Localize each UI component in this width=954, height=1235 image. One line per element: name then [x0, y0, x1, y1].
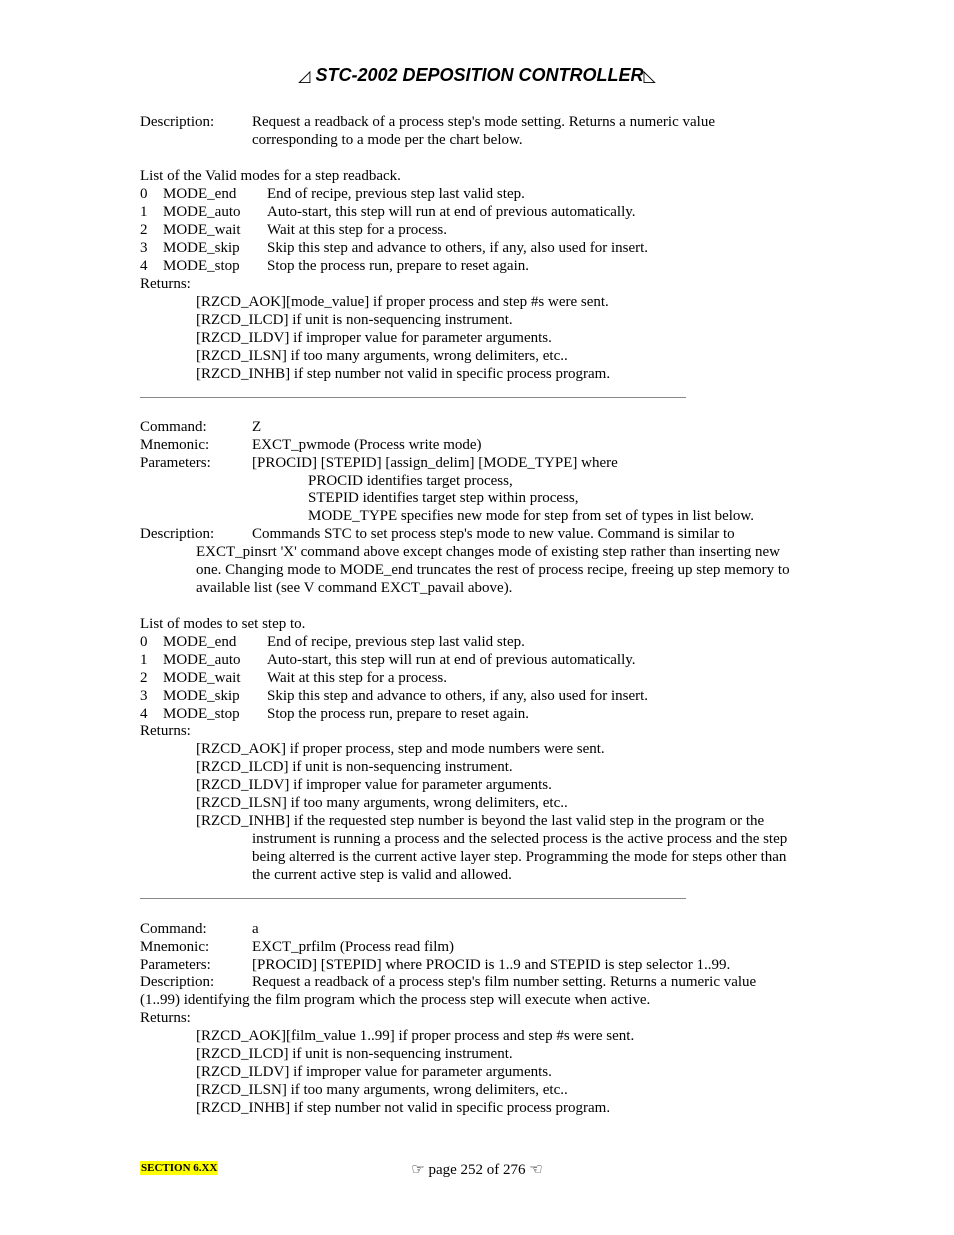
description-label: Description:: [140, 974, 215, 990]
pointing-left-hand-icon: ☜: [529, 1162, 543, 1178]
mode-name: MODE_stop: [163, 706, 240, 722]
return-code: [RZCD_ILDV] if improper value for parameter arguments.: [196, 1064, 552, 1080]
left-pen-icon: ◿: [298, 68, 311, 85]
mode-description: Stop the process run, prepare to reset again.: [267, 706, 529, 722]
page-number: page 252 of 276: [428, 1162, 526, 1178]
modes-heading: List of modes to set step to.: [140, 616, 306, 632]
return-code: [RZCD_ILDV] if improper value for parameter arguments.: [196, 330, 552, 346]
mode-number: 0: [140, 186, 148, 202]
page-title: STC-2002 DEPOSITION CONTROLLER: [315, 65, 644, 85]
return-code-detail: the current active step is valid and allowed.: [252, 867, 512, 883]
return-code: [RZCD_AOK][film_value 1..99] if proper process and step #s were sent.: [196, 1028, 635, 1044]
command-value: Z: [252, 419, 262, 435]
mode-number: 2: [140, 670, 148, 686]
return-code-detail: being alterred is the current active layer step. Programming the mode for steps other than: [252, 849, 787, 865]
description-label: Description:: [140, 114, 215, 130]
mode-description: Wait at this step for a process.: [267, 670, 447, 686]
description-text: EXCT_pinsrt 'X' command above except changes mode of existing step rather than inserting new: [196, 544, 780, 560]
mode-number: 1: [140, 652, 148, 668]
parameter-detail: STEPID identifies target step within process,: [308, 490, 579, 506]
return-code: [RZCD_ILSN] if too many arguments, wrong delimiters, etc..: [196, 1082, 568, 1098]
description-text: (1..99) identifying the film program which the process step will execute when active.: [140, 992, 651, 1008]
command-label: Command:: [140, 921, 207, 937]
mode-name: MODE_stop: [163, 258, 240, 274]
mode-number: 4: [140, 706, 148, 722]
return-code: [RZCD_ILCD] if unit is non-sequencing instrument.: [196, 312, 513, 328]
mode-number: 3: [140, 688, 148, 704]
mode-name: MODE_auto: [163, 204, 241, 220]
modes-heading: List of the Valid modes for a step readback.: [140, 168, 401, 184]
mode-number: 4: [140, 258, 148, 274]
description-text: Request a readback of a process step's mode setting. Returns a numeric value: [252, 114, 715, 130]
mode-name: MODE_skip: [163, 688, 240, 704]
mode-description: Auto-start, this step will run at end of previous automatically.: [267, 652, 636, 668]
return-code: [RZCD_AOK][mode_value] if proper process and step #s were sent.: [196, 294, 609, 310]
mode-name: MODE_auto: [163, 652, 241, 668]
parameters-value: [PROCID] [STEPID] where PROCID is 1..9 and STEPID is step selector 1..99.: [252, 957, 731, 973]
mnemonic-value: EXCT_prfilm (Process read film): [252, 939, 455, 955]
parameters-label: Parameters:: [140, 957, 211, 973]
return-code: [RZCD_ILCD] if unit is non-sequencing instrument.: [196, 1046, 513, 1062]
mode-name: MODE_end: [163, 634, 237, 650]
mode-description: End of recipe, previous step last valid step.: [267, 634, 525, 650]
parameters-value: [PROCID] [STEPID] [assign_delim] [MODE_TYPE] where: [252, 455, 618, 471]
page-indicator: [0, 1160, 954, 1179]
mnemonic-label: Mnemonic:: [140, 939, 210, 955]
mode-description: Skip this step and advance to others, if any, also used for insert.: [267, 688, 649, 704]
return-code: [RZCD_INHB] if the requested step number is beyond the last valid step in the program or the: [196, 813, 765, 829]
return-code-detail: instrument is running a process and the selected process is the active process and the step: [252, 831, 788, 847]
mnemonic-label: Mnemonic:: [140, 437, 210, 453]
mode-number: 3: [140, 240, 148, 256]
parameter-detail: PROCID identifies target process,: [308, 473, 513, 489]
return-code: [RZCD_INHB] if step number not valid in specific process program.: [196, 366, 611, 382]
return-code: [RZCD_ILSN] if too many arguments, wrong delimiters, etc..: [196, 348, 568, 364]
mode-name: MODE_end: [163, 186, 237, 202]
return-code: [RZCD_ILSN] if too many arguments, wrong delimiters, etc..: [196, 795, 568, 811]
section-divider: [140, 397, 686, 398]
parameters-label: Parameters:: [140, 455, 211, 471]
returns-label: Returns:: [140, 276, 191, 292]
pointing-right-hand-icon: ☞: [411, 1162, 425, 1178]
description-text: corresponding to a mode per the chart below.: [252, 132, 523, 148]
parameter-detail: MODE_TYPE specifies new mode for step from set of types in list below.: [308, 508, 755, 524]
right-pen-icon: ◺: [643, 68, 656, 85]
description-label: Description:: [140, 526, 215, 542]
page-header: [0, 65, 954, 86]
mnemonic-value: EXCT_pwmode (Process write mode): [252, 437, 482, 453]
return-code: [RZCD_INHB] if step number not valid in specific process program.: [196, 1100, 611, 1116]
section-badge: SECTION 6.XX: [141, 1162, 218, 1174]
description-text: Commands STC to set process step's mode to new value. Command is similar to: [252, 526, 735, 542]
mode-description: Wait at this step for a process.: [267, 222, 447, 238]
command-label: Command:: [140, 419, 207, 435]
mode-name: MODE_wait: [163, 670, 241, 686]
mode-description: Stop the process run, prepare to reset again.: [267, 258, 529, 274]
return-code: [RZCD_ILDV] if improper value for parameter arguments.: [196, 777, 552, 793]
mode-name: MODE_skip: [163, 240, 240, 256]
mode-number: 2: [140, 222, 148, 238]
return-code: [RZCD_AOK] if proper process, step and mode numbers were sent.: [196, 741, 605, 757]
description-text: one. Changing mode to MODE_end truncates the rest of process recipe, freeing up step memory to: [196, 562, 790, 578]
section-divider: [140, 898, 686, 899]
mode-number: 1: [140, 204, 148, 220]
mode-description: Skip this step and advance to others, if any, also used for insert.: [267, 240, 649, 256]
mode-name: MODE_wait: [163, 222, 241, 238]
mode-description: Auto-start, this step will run at end of previous automatically.: [267, 204, 636, 220]
returns-label: Returns:: [140, 723, 191, 739]
description-text: Request a readback of a process step's film number setting. Returns a numeric value: [252, 974, 757, 990]
description-text: available list (see V command EXCT_pavail above).: [196, 580, 513, 596]
returns-label: Returns:: [140, 1010, 191, 1026]
command-value: a: [252, 921, 259, 937]
return-code: [RZCD_ILCD] if unit is non-sequencing instrument.: [196, 759, 513, 775]
mode-description: End of recipe, previous step last valid step.: [267, 186, 525, 202]
mode-number: 0: [140, 634, 148, 650]
